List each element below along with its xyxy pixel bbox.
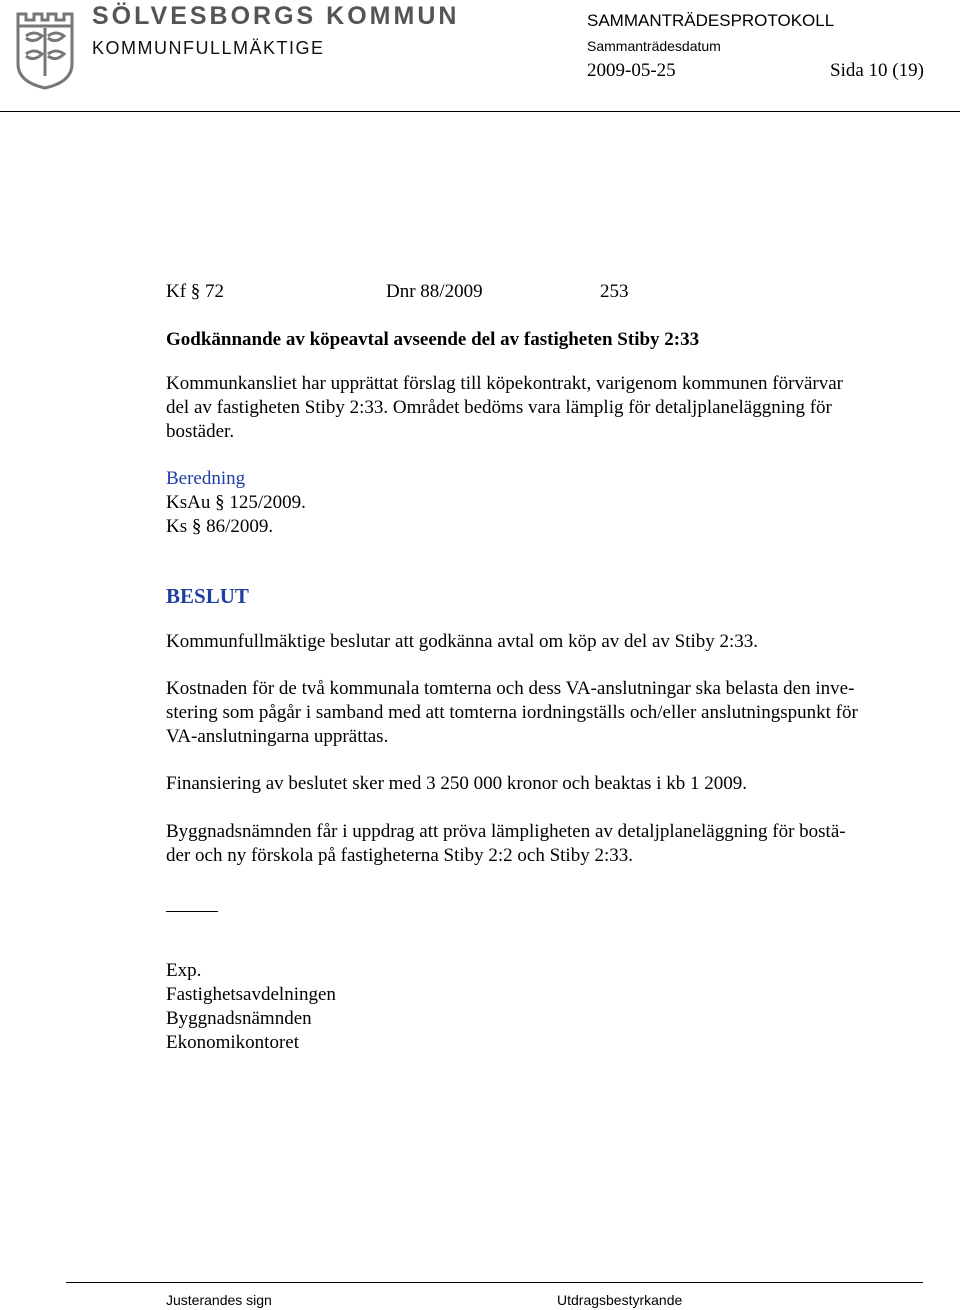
case-heading: Godkännande av köpeavtal avseende del av fastigheten Stiby 2:33 bbox=[166, 329, 700, 350]
distribution-recipient: Ekonomikontoret bbox=[166, 1032, 299, 1053]
preparation-ref: Ks § 86/2009. bbox=[166, 516, 274, 537]
preparation-ref: KsAu § 125/2009. bbox=[166, 492, 306, 513]
intro-line: bostäder. bbox=[166, 421, 235, 442]
body-name: KOMMUNFULLMÄKTIGE bbox=[92, 38, 325, 58]
footer-signature-label: Justerandes sign bbox=[166, 1292, 272, 1308]
distribution-recipient: Byggnadsnämnden bbox=[166, 1008, 312, 1029]
header-divider bbox=[0, 111, 960, 112]
page-number: Sida 10 (19) bbox=[830, 60, 924, 81]
decision-line: Kostnaden för de två kommunala tomterna och dess VA-anslutningar ska belasta den inve- bbox=[166, 678, 855, 699]
preparation-label: Beredning bbox=[166, 468, 246, 489]
footer-divider bbox=[66, 1282, 923, 1283]
meeting-date: 2009-05-25 bbox=[587, 60, 676, 81]
municipality-name: SÖLVESBORGS KOMMUN bbox=[92, 2, 460, 30]
distribution-label: Exp. bbox=[166, 960, 202, 981]
case-number: Kf § 72 bbox=[166, 281, 225, 302]
intro-line: del av fastigheten Stiby 2:33. Området bedöms vara lämplig för detaljplaneläggning för bbox=[166, 397, 832, 418]
section-separator bbox=[166, 911, 218, 912]
meeting-date-label: Sammanträdesdatum bbox=[587, 38, 721, 54]
decision-line: VA-anslutningarna upprättas. bbox=[166, 726, 389, 747]
case-reference-row bbox=[166, 280, 686, 304]
decision-line: Byggnadsnämnden får i uppdrag att pröva lämpligheten av detaljplaneläggning för bostä- bbox=[166, 821, 846, 842]
footer-certification-label: Utdragsbestyrkande bbox=[557, 1292, 683, 1308]
distribution-recipient: Fastighetsavdelningen bbox=[166, 984, 336, 1005]
page-reference: 253 bbox=[600, 281, 629, 302]
decision-line: der och ny förskola på fastigheterna Stiby 2:2 och Stiby 2:33. bbox=[166, 845, 633, 866]
diary-number: Dnr 88/2009 bbox=[386, 281, 483, 302]
document-type: SAMMANTRÄDESPROTOKOLL bbox=[587, 11, 835, 30]
intro-line: Kommunkansliet har upprättat förslag till köpekontrakt, varigenom kommunen förvärvar bbox=[166, 373, 843, 394]
decision-heading: BESLUT bbox=[166, 584, 249, 608]
decision-line: Kommunfullmäktige beslutar att godkänna avtal om köp av del av Stiby 2:33. bbox=[166, 631, 759, 652]
decision-line: Finansiering av beslutet sker med 3 250 000 kronor och beaktas i kb 1 2009. bbox=[166, 773, 747, 794]
decision-line: stering som pågår i samband med att tomterna iordningställs och/eller anslutningspunkt för bbox=[166, 702, 858, 723]
municipality-coat-of-arms-logo bbox=[14, 6, 76, 90]
